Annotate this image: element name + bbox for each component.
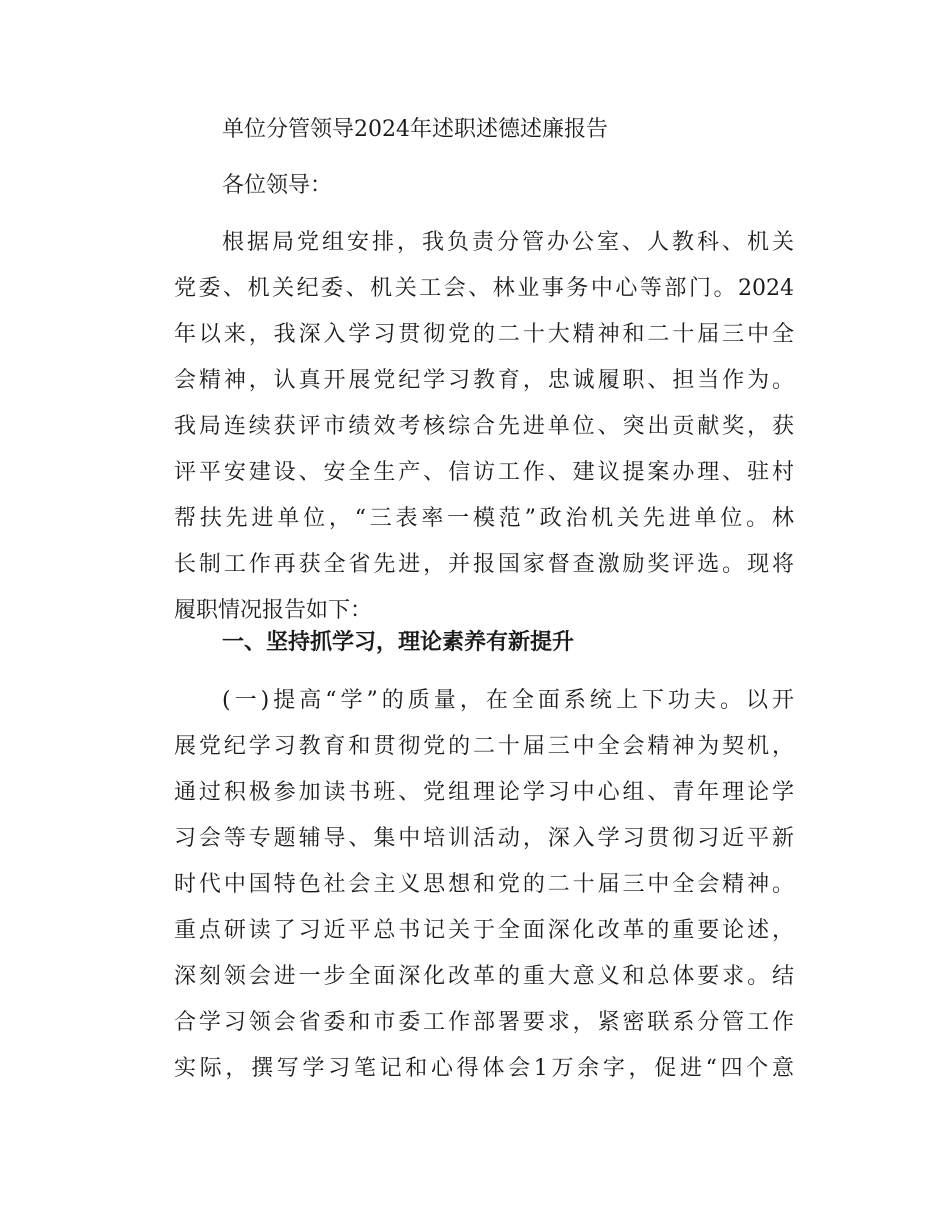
paragraph-line: 合学习领会省委和市委工作部署要求，紧密联系分管工作 (174, 1010, 794, 1035)
paragraph-line: 实际，撰写学习笔记和心得体会1万余字，促进“四个意 (174, 1056, 794, 1081)
section-heading: 一、坚持抓学习，理论素养有新提升 (222, 630, 575, 655)
paragraph-line: 重点研读了习近平总书记关于全面深化改革的重要论述， (174, 918, 794, 943)
paragraph-line: 评平安建设、安全生产、信访工作、建议提案办理、驻村 (174, 460, 794, 485)
paragraph-line: 时代中国特色社会主义思想和党的二十届三中全会精神。 (174, 872, 794, 897)
paragraph-line: 我局连续获评市绩效考核综合先进单位、突出贡献奖，获 (174, 414, 794, 439)
paragraph-line: (一)提高“学”的质量，在全面系统上下功夫。以开 (222, 688, 794, 713)
paragraph-line: 会精神，认真开展党纪学习教育，忠诚履职、担当作为。 (174, 368, 794, 393)
salutation: 各位领导： (222, 173, 333, 198)
paragraph-line: 党委、机关纪委、机关工会、林业事务中心等部门。2024 (174, 276, 794, 301)
paragraph-line: 根据局党组安排，我负责分管办公室、人教科、机关 (222, 230, 794, 255)
document-title: 单位分管领导2024年述职述德述廉报告 (222, 117, 608, 142)
paragraph-line: 通过积极参加读书班、党组理论学习中心组、青年理论学 (174, 780, 794, 805)
paragraph-line: 年以来，我深入学习贯彻党的二十大精神和二十届三中全 (174, 322, 794, 347)
paragraph-line: 帮扶先进单位，“三表率一模范”政治机关先进单位。林 (174, 506, 794, 531)
paragraph-line: 深刻领会进一步全面深化改革的重大意义和总体要求。结 (174, 964, 794, 989)
paragraph-line: 履职情况报告如下： (174, 598, 373, 623)
paragraph-line: 习会等专题辅导、集中培训活动，深入学习贯彻习近平新 (174, 826, 794, 851)
paragraph-line: 长制工作再获全省先进，并报国家督查激励奖评选。现将 (174, 552, 794, 577)
paragraph-line: 展党纪学习教育和贯彻党的二十届三中全会精神为契机， (174, 734, 794, 759)
